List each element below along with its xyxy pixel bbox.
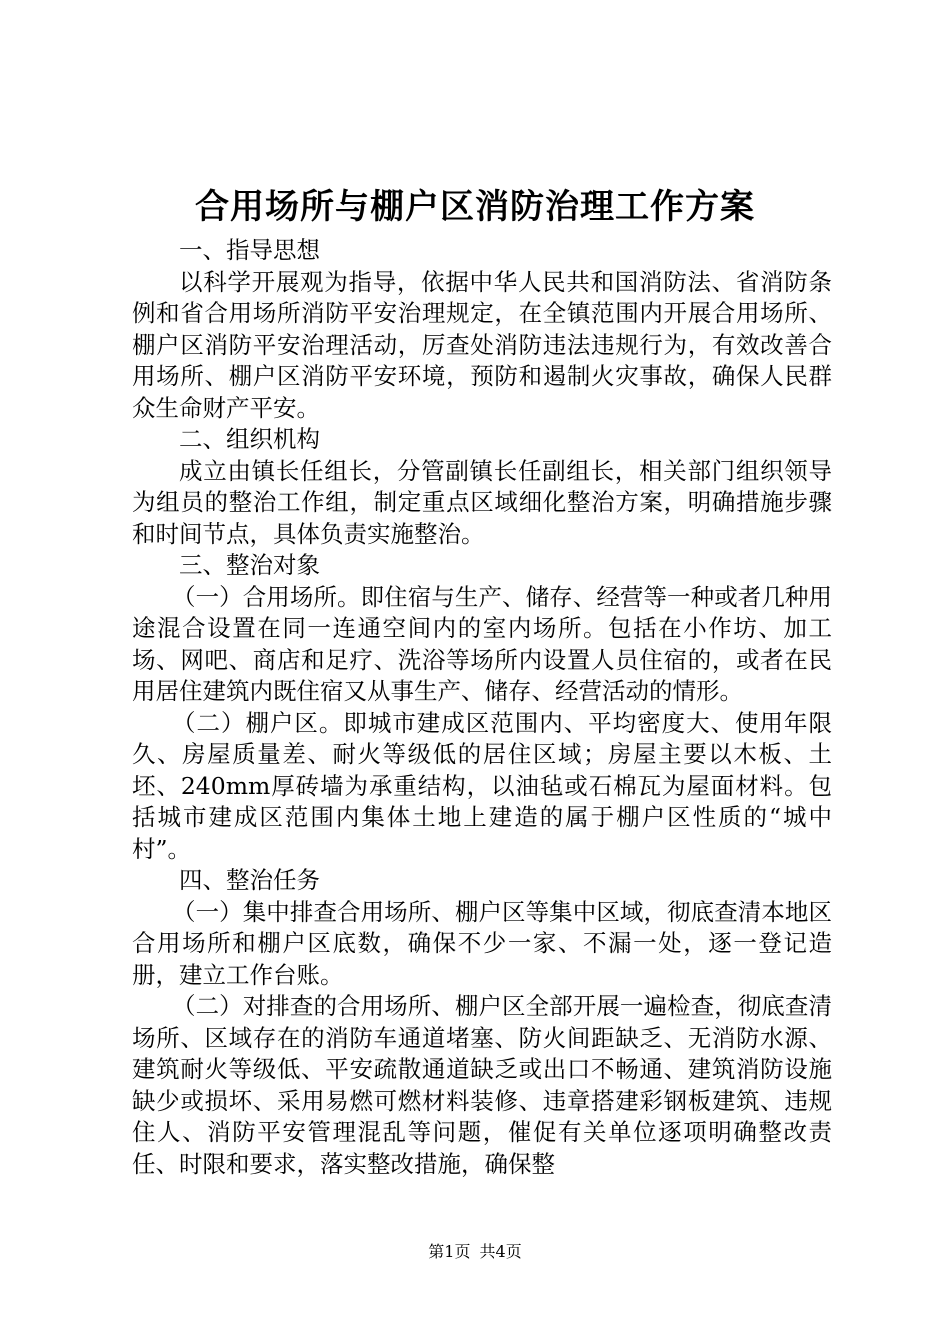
paragraph: （一）集中排查合用场所、棚户区等集中区域，彻底查清本地区合用场所和棚户区底数，确保不少一家、不漏一处，逐一登记造册，建立工作台账。 (132, 897, 832, 989)
section-heading-organization: 二、组织机构 (179, 425, 320, 453)
page-number-footer: 第1页 共4页 (428, 1242, 522, 1261)
section-heading-targets: 三、整治对象 (179, 551, 320, 579)
document-title: 合用场所与棚户区消防治理工作方案 (195, 187, 755, 227)
paragraph: （二）棚户区。即城市建成区范围内、平均密度大、使用年限久、房屋质量差、耐火等级低的居住区域；房屋主要以木板、土坯、240mm厚砖墙为承重结构，以油毡或石棉瓦为屋面材料。包括城市建成区范围内集体土地上建造的属于棚户区性质的“城中村”。 (132, 708, 832, 863)
section-heading-guiding-thought: 一、指导思想 (179, 236, 320, 264)
paragraph: （二）对排查的合用场所、棚户区全部开展一遍检查，彻底查清场所、区域存在的消防车通道堵塞、防火间距缺乏、无消防水源、建筑耐火等级低、平安疏散通道缺乏或出口不畅通、建筑消防设施缺少或损坏、采用易燃可燃材料装修、违章搭建彩钢板建筑、违规住人、消防平安管理混乱等问题，催促有关单位逐项明确整改责任、时限和要求，落实整改措施，确保整 (132, 992, 832, 1178)
section-heading-tasks: 四、整治任务 (179, 866, 320, 894)
document-body (132, 235, 832, 1180)
paragraph: 以科学开展观为指导，依据中华人民共和国消防法、省消防条例和省合用场所消防平安治理规定，在全镇范围内开展合用场所、棚户区消防平安治理活动，厉查处消防违法违规行为，有效改善合用场所、棚户区消防平安环境，预防和遏制火灾事故，确保人民群众生命财产平安。 (132, 267, 832, 422)
paragraph: 成立由镇长任组长，分管副镇长任副组长，相关部门组织领导为组员的整治工作组，制定重点区域细化整治方案，明确措施步骤和时间节点，具体负责实施整治。 (132, 456, 832, 548)
paragraph: （一）合用场所。即住宿与生产、储存、经营等一种或者几种用途混合设置在同一连通空间内的室内场所。包括在小作坊、加工场、网吧、商店和足疗、洗浴等场所内设置人员住宿的，或者在民用居住建筑内既住宿又从事生产、储存、经营活动的情形。 (132, 582, 832, 705)
